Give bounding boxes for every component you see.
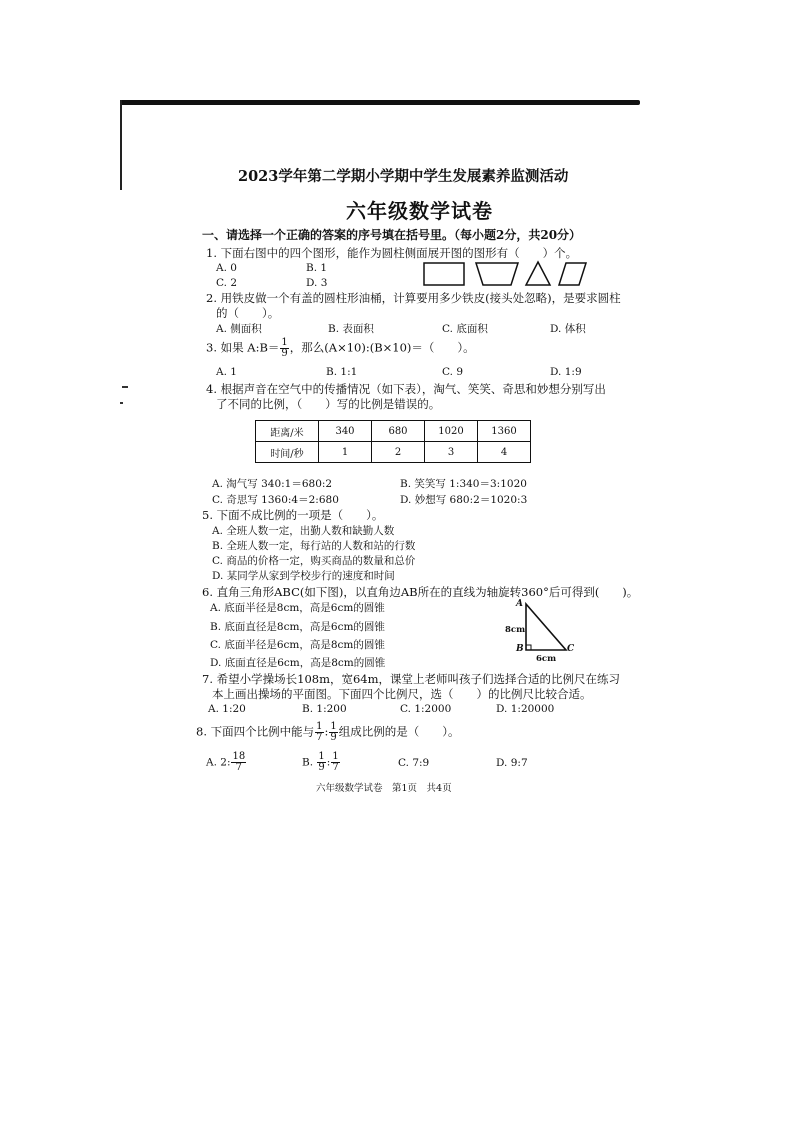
q8-option-b-pre: B. [302, 756, 317, 769]
q7-stem-line1: 7. 希望小学操场长108m，宽64m，课堂上老师叫孩子们选择合适的比例尺在练习 [202, 672, 621, 686]
q3-option-b: B. 1:1 [326, 366, 358, 378]
section-heading: 一、请选择一个正确的答案的序号填在括号里。（每小题2分，共20分） [202, 228, 582, 242]
q5-option-b: B. 全班人数一定，每行站的人数和站的行数 [212, 540, 416, 552]
q3-stem [206, 338, 475, 359]
q8-stem: 8. 下面四个比例中能与 $\frac{1}{7}$ : $\frac{1}{9}$ 组成比例的是（ ）。 [196, 721, 460, 743]
q6-option-c: C. 底面半径是6cm，高是8cm的圆锥 [210, 639, 385, 651]
q8-option-b-d1: 9 [318, 762, 325, 773]
exam-title: 2023学年第二学期小学期中学生发展素养监测活动 [238, 168, 569, 185]
trapezoid-icon [476, 263, 518, 285]
q8-option-b: B. $\frac{1}{9}$ : $\frac{1}{7}$ [302, 751, 339, 773]
table-cell: 340 [319, 421, 372, 442]
table-header-distance: 距离/米 [256, 421, 319, 442]
table-cell: 3 [425, 442, 478, 463]
table-cell: 1 [319, 442, 372, 463]
q8-f1-num: 1 [316, 721, 323, 732]
q4-option-b: B. 笑笑写 1:340＝3:1020 [400, 478, 527, 490]
q1-shapes [420, 260, 590, 290]
q8-f2-den: 9 [330, 732, 337, 743]
q3-fraction-num: 1 [281, 337, 288, 348]
vertex-a-label: A [516, 599, 523, 609]
q5-option-a: A. 全班人数一定，出勤人数和缺勤人数 [212, 525, 395, 537]
q1-option-a: A. 0 [216, 262, 237, 274]
q8-f2-num: 1 [330, 721, 337, 732]
distance-time-table [255, 420, 531, 463]
q8-option-a-fraction [231, 752, 246, 773]
q6-stem: 6. 直角三角形ABC(如下图)，以直角边AB所在的直线为轴旋转360°后可得到( )。 [202, 585, 639, 599]
table-row [256, 421, 531, 442]
q3-stem-pre: 3. 如果 A:B＝ [206, 340, 280, 355]
q2-option-c: C. 底面积 [442, 323, 488, 335]
q8-option-a-num: 18 [232, 751, 246, 762]
q3-stem-post: ，那么(A×10):(B×10)＝（ ）。 [289, 340, 475, 355]
q2-stem-line2: 的（ ）。 [216, 306, 280, 320]
q6-option-a: A. 底面半径是8cm，高是6cm的圆锥 [210, 602, 385, 614]
vertex-b-label: B [516, 644, 524, 654]
exam-subtitle: 六年级数学试卷 [346, 199, 493, 223]
q8-option-a-den: 7 [235, 762, 243, 773]
q5-option-d: D. 某同学从家到学校步行的速度和时间 [212, 570, 395, 582]
table-cell: 680 [372, 421, 425, 442]
q2-option-b: B. 表面积 [328, 323, 374, 335]
q8-fraction-1 [315, 722, 323, 743]
q4-stem-line1: 4. 根据声音在空气中的传播情况（如下表），淘气、笑笑、奇思和妙想分别写出 [206, 382, 606, 396]
vertex-c-label: C [567, 644, 575, 654]
q5-option-c: C. 商品的价格一定，购买商品的数量和总价 [212, 555, 416, 567]
table-cell: 1020 [425, 421, 478, 442]
q3-fraction [280, 338, 288, 359]
q7-option-a: A. 1:20 [208, 703, 246, 715]
q8-option-b-d2: 7 [332, 762, 339, 773]
q7-option-d: D. 1:20000 [496, 703, 555, 715]
q8-option-b-fraction-1 [317, 752, 325, 773]
parallelogram-icon [559, 263, 586, 285]
q8-option-a [206, 752, 247, 773]
table-cell: 2 [372, 442, 425, 463]
q2-option-a: A. 侧面积 [216, 323, 262, 335]
q1-stem: 1. 下面右图中的四个图形，能作为圆柱侧面展开图的图形有（ ）个。 [206, 246, 578, 260]
page-footer: 六年级数学试卷 第1页 共4页 [316, 783, 452, 794]
q2-stem-line1: 2. 用铁皮做一个有盖的圆柱形油桶，计算要用多少铁皮(接头处忽略)，是要求圆柱 [206, 291, 621, 305]
q1-option-d: D. 3 [306, 277, 328, 289]
q6-option-b: B. 底面直径是8cm，高是6cm的圆锥 [210, 621, 385, 633]
table-cell: 1360 [478, 421, 531, 442]
q5-stem: 5. 下面不成比例的一项是（ ）。 [202, 508, 384, 522]
q7-option-c: C. 1:2000 [400, 703, 452, 715]
q7-stem-line2: 本上画出操场的平面图。下面四个比例尺，选（ ）的比例尺比较合适。 [212, 687, 592, 701]
q6-option-d: D. 底面直径是6cm，高是8cm的圆锥 [210, 657, 386, 669]
q3-option-c: C. 9 [442, 366, 464, 378]
triangle-abc-shape [526, 604, 566, 650]
scan-speck [122, 386, 128, 388]
q4-option-d: D. 妙想写 680:2＝1020:3 [400, 494, 528, 506]
table-cell: 4 [478, 442, 531, 463]
scan-border-left [120, 100, 122, 190]
q2-option-d: D. 体积 [550, 323, 586, 335]
q8-option-b-n1: 1 [318, 751, 325, 762]
side-ab-length: 8cm [505, 625, 526, 635]
rectangle-icon [424, 263, 464, 285]
side-bc-length: 6cm [536, 654, 557, 664]
scan-border-top [120, 100, 640, 105]
q3-fraction-den: 9 [281, 348, 288, 359]
q3-option-d: D. 1:9 [550, 366, 582, 378]
q4-stem-line2: 了不同的比例，（ ）写的比例是错误的。 [216, 397, 441, 411]
triangle-icon [526, 262, 550, 285]
q4-option-a: A. 淘气写 340:1＝680:2 [212, 478, 333, 490]
q8-option-c: C. 7:9 [398, 757, 430, 769]
q8-f1-den: 7 [316, 732, 323, 743]
table-row [256, 442, 531, 463]
q7-option-b: B. 1:200 [302, 703, 347, 715]
q8-option-b-fraction-2 [331, 752, 339, 773]
q8-option-a-pre: A. 2: [206, 756, 231, 769]
q8-stem-post: 组成比例的是（ ）。 [338, 724, 460, 739]
q8-option-b-n2: 1 [332, 751, 339, 762]
q1-option-c: C. 2 [216, 277, 238, 289]
q8-option-d: D. 9:7 [496, 757, 528, 769]
scan-speck [120, 402, 123, 404]
q3-option-a: A. 1 [216, 366, 237, 378]
q1-option-b: B. 1 [306, 262, 328, 274]
q8-fraction-2 [329, 722, 337, 743]
q4-option-c: C. 奇思写 1360:4＝2:680 [212, 494, 339, 506]
q8-stem-pre: 8. 下面四个比例中能与 [196, 724, 315, 739]
table-header-time: 时间/秒 [256, 442, 319, 463]
